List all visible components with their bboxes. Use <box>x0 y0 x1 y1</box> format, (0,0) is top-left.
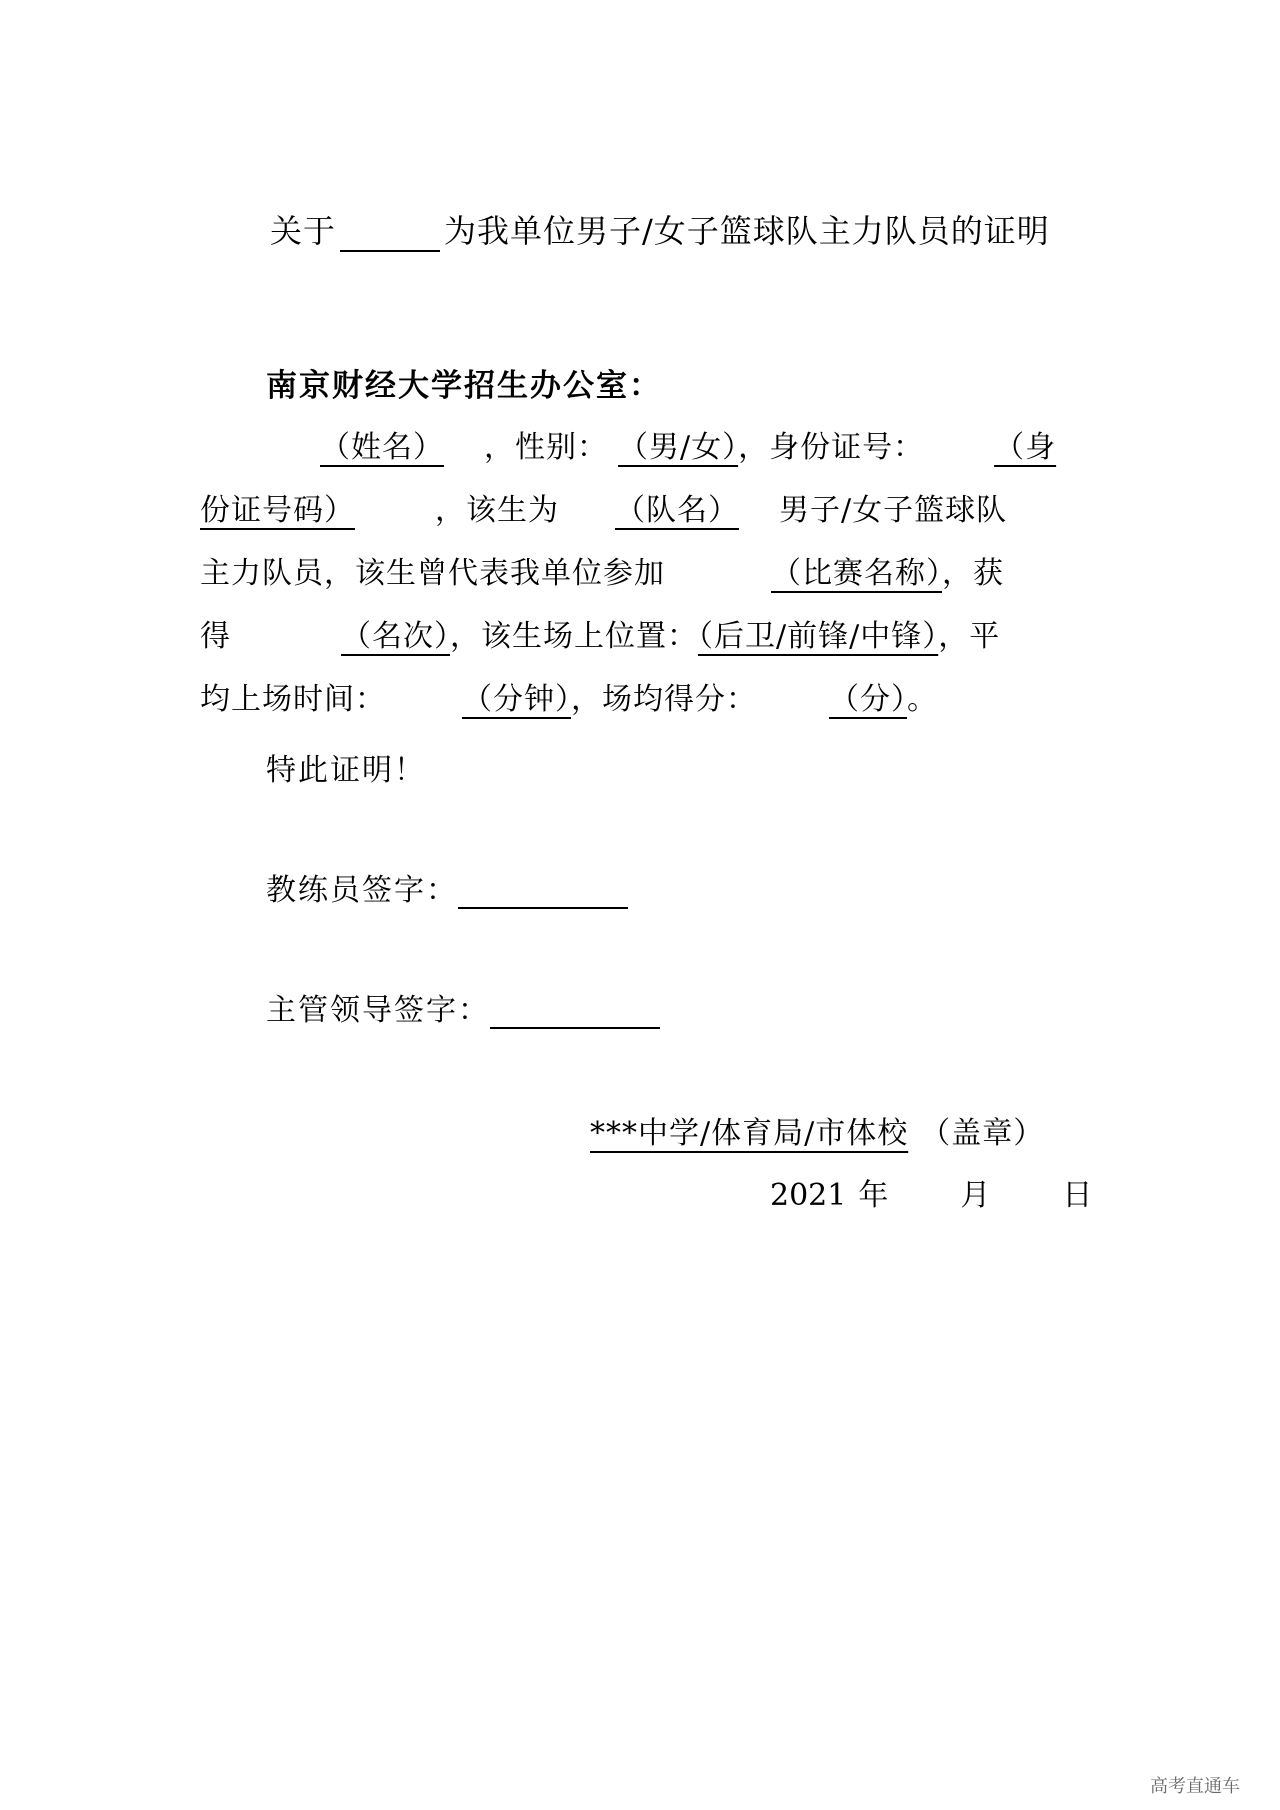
date-line <box>770 1170 1092 1214</box>
watermark: 高考直通车 <box>1150 1776 1240 1797</box>
name-field: （姓名） <box>320 430 444 465</box>
body-line-3 <box>200 542 1100 605</box>
title-suffix: 为我单位男子/女子篮球队主力队员的证明 <box>444 212 1050 250</box>
minutes-field: （分钟） <box>462 682 571 717</box>
position-field: （后卫/前锋/中锋） <box>698 619 939 654</box>
id-field-end: 份证号码） <box>200 493 355 528</box>
document-title <box>270 206 1050 252</box>
minutes-label: 均上场时间： <box>200 682 386 717</box>
obtained-label: ，获 <box>942 556 1004 591</box>
participation-text: 主力队员，该生曾代表我单位参加 <box>200 556 665 591</box>
gender-label: ，性别： <box>484 430 608 465</box>
closing-statement: 特此证明！ <box>266 753 426 788</box>
date-month-unit: 月 <box>960 1178 991 1213</box>
coach-signature <box>266 865 628 909</box>
leader-signature-blank <box>490 999 660 1029</box>
id-label: ，身份证号： <box>738 430 925 465</box>
title-prefix: 关于 <box>270 212 337 250</box>
id-field-start: （身 <box>994 430 1057 465</box>
leader-signature <box>266 985 660 1029</box>
title-name-blank <box>340 220 440 252</box>
body-line-5: 均上场时间： （分钟），场均得分： （分）。 <box>200 682 938 717</box>
team-type: 男子/女子篮球队 <box>779 493 1008 528</box>
body-line-1 <box>200 416 1100 479</box>
recipient: 南京财经大学招生办公室： <box>266 368 662 404</box>
competition-field: （比赛名称） <box>771 556 942 591</box>
date-year: 2021 <box>770 1178 847 1213</box>
score-label: ，场均得分： <box>571 682 757 717</box>
score-field: （分） <box>829 682 907 717</box>
body-line-2 <box>200 479 1100 542</box>
coach-signature-label: 教练员签字： <box>266 873 458 908</box>
stamp-line <box>570 1108 1044 1152</box>
stamp-org: ***中学/体育局/市体校 <box>590 1116 909 1151</box>
rank-field: （名次） <box>341 619 450 654</box>
position-label: ，该生场上位置： <box>450 619 698 654</box>
leader-signature-label: 主管领导签字： <box>266 993 490 1028</box>
body-line-4: 得 （名次），该生场上位置：（后卫/前锋/中锋），平 <box>200 619 1001 654</box>
team-field: （队名） <box>615 493 739 528</box>
coach-signature-blank <box>458 879 628 909</box>
stamp-note: （盖章） <box>920 1116 1045 1151</box>
date-day-unit: 日 <box>1062 1178 1093 1213</box>
date-year-unit: 年 <box>858 1178 889 1213</box>
certificate-body <box>200 416 1100 731</box>
gender-field: （男/女） <box>618 430 739 465</box>
student-is-label: ，该生为 <box>435 493 559 528</box>
